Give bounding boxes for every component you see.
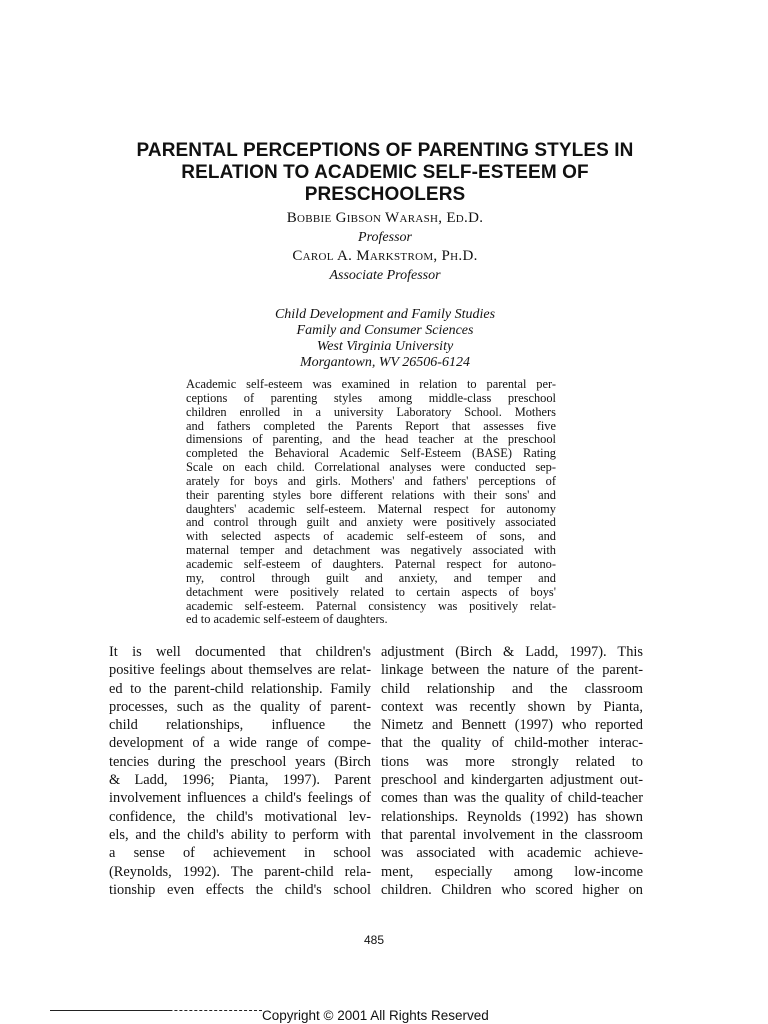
text-line: preschool and kindergarten adjustment out- — [381, 772, 643, 789]
text-line: that the quality of child-mother interac- — [381, 735, 643, 752]
text-line: Scale on each child. Correlational analyses were conducted sep- — [186, 460, 556, 475]
text-line: arately for boys and girls. Mothers' and fathers' perceptions of — [186, 473, 556, 488]
text-line: children. Children who scored higher on — [381, 881, 643, 898]
text-line: ed to academic self-esteem of daughters. — [186, 612, 388, 627]
text-line: tions was more strongly related to — [381, 753, 643, 770]
text-line: tionship even effects the child's school — [109, 881, 371, 898]
text-line: academic self-esteem. Paternal consistency was positively relat- — [186, 598, 556, 613]
page-number: 485 — [363, 933, 385, 947]
text-line: that parental involvement in the classroom — [381, 826, 643, 843]
affiliation-line: Morgantown, WV 26506-6124 — [300, 355, 470, 370]
text-line: els, and the child's ability to perform with — [109, 826, 371, 843]
text-line: Nimetz and Bennett (1997) who reported — [381, 717, 643, 734]
body-column-right — [381, 643, 643, 899]
text-line: academic self-esteem of daughters. Paternal respect for autono- — [186, 556, 556, 571]
text-line: context was recently shown by Pianta, — [381, 698, 643, 715]
text-line: ceptions of parenting styles among middle-class preschool — [186, 390, 556, 405]
text-line: dimensions of parenting, and the head teacher at the preschool — [186, 432, 556, 447]
title-line: PARENTAL PERCEPTIONS OF PARENTING STYLES IN — [136, 140, 634, 161]
author-name: Carol A. Markstrom, Ph.D. — [292, 248, 478, 264]
text-line: linkage between the nature of the parent- — [381, 662, 643, 679]
text-line: and control through guilt and anxiety were positively associated — [186, 515, 556, 530]
text-line: their parenting styles bore different relations with their sons' and — [186, 487, 556, 502]
text-line: ment, especially among low-income — [381, 863, 643, 880]
text-line: Academic self-esteem was examined in relation to parental per- — [186, 377, 556, 391]
text-line: and fathers completed the Parents Report that assesses five — [186, 418, 556, 433]
text-line: completed the Behavioral Academic Self-Esteem (BASE) Rating — [186, 446, 556, 461]
abstract — [186, 378, 556, 627]
affiliation-line: Family and Consumer Sciences — [296, 323, 474, 338]
text-line: comes than was the quality of child-teacher — [381, 790, 643, 807]
text-line: daughters' academic self-esteem. Maternal respect for autonomy — [186, 501, 556, 516]
author-block — [170, 209, 600, 285]
text-line: adjustment (Birch & Ladd, 1997). This — [381, 644, 643, 660]
text-line: my, control through guilt and anxiety, and temper and — [186, 570, 556, 585]
text-line: was associated with academic achieve- — [381, 845, 643, 862]
text-line: confidence, the child's motivational lev- — [109, 808, 371, 825]
affiliation-line: West Virginia University — [316, 339, 454, 354]
author-role: Associate Professor — [329, 268, 441, 283]
text-line: tencies during the preschool years (Birch — [109, 753, 371, 770]
text-line: detachment were positively related to certain aspects of boys' — [186, 584, 556, 599]
affiliation-block — [160, 307, 610, 371]
affiliation-line: Child Development and Family Studies — [274, 307, 496, 322]
author-role: Professor — [358, 230, 412, 245]
text-line: child relationships, influence the — [109, 717, 371, 734]
title-line: PRESCHOOLERS — [304, 184, 466, 205]
text-line: maternal temper and detachment was negatively associated with — [186, 543, 556, 558]
text-line: development of a wide range of compe- — [109, 735, 371, 752]
author-name: Bobbie Gibson Warash, Ed.D. — [286, 210, 484, 226]
body-column-left — [109, 643, 371, 899]
text-line: a sense of achievement in school — [109, 845, 371, 862]
text-line: It is well documented that children's — [109, 644, 371, 660]
text-line: processes, such as the quality of parent- — [109, 698, 371, 715]
text-line: ed to the parent-child relationship. Family — [109, 680, 371, 697]
paper-title — [60, 140, 710, 206]
text-line: child relationship and the classroom — [381, 680, 643, 697]
text-line: children enrolled in a university Laboratory School. Mothers — [186, 404, 556, 419]
text-line: (Reynolds, 1992). The parent-child rela- — [109, 863, 371, 880]
footer-rule-solid — [50, 1010, 170, 1011]
text-line: positive feelings about themselves are relat- — [109, 662, 371, 679]
text-line: & Ladd, 1996; Pianta, 1997). Parent — [109, 772, 371, 789]
text-line: with selected aspects of academic self-esteem of sons, and — [186, 529, 556, 544]
text-line: involvement influences a child's feelings of — [109, 790, 371, 807]
text-line: relationships. Reynolds (1992) has shown — [381, 808, 643, 825]
copyright-notice: Copyright © 2001 All Rights Reserved — [262, 1008, 489, 1023]
title-line: RELATION TO ACADEMIC SELF-ESTEEM OF — [181, 162, 589, 183]
